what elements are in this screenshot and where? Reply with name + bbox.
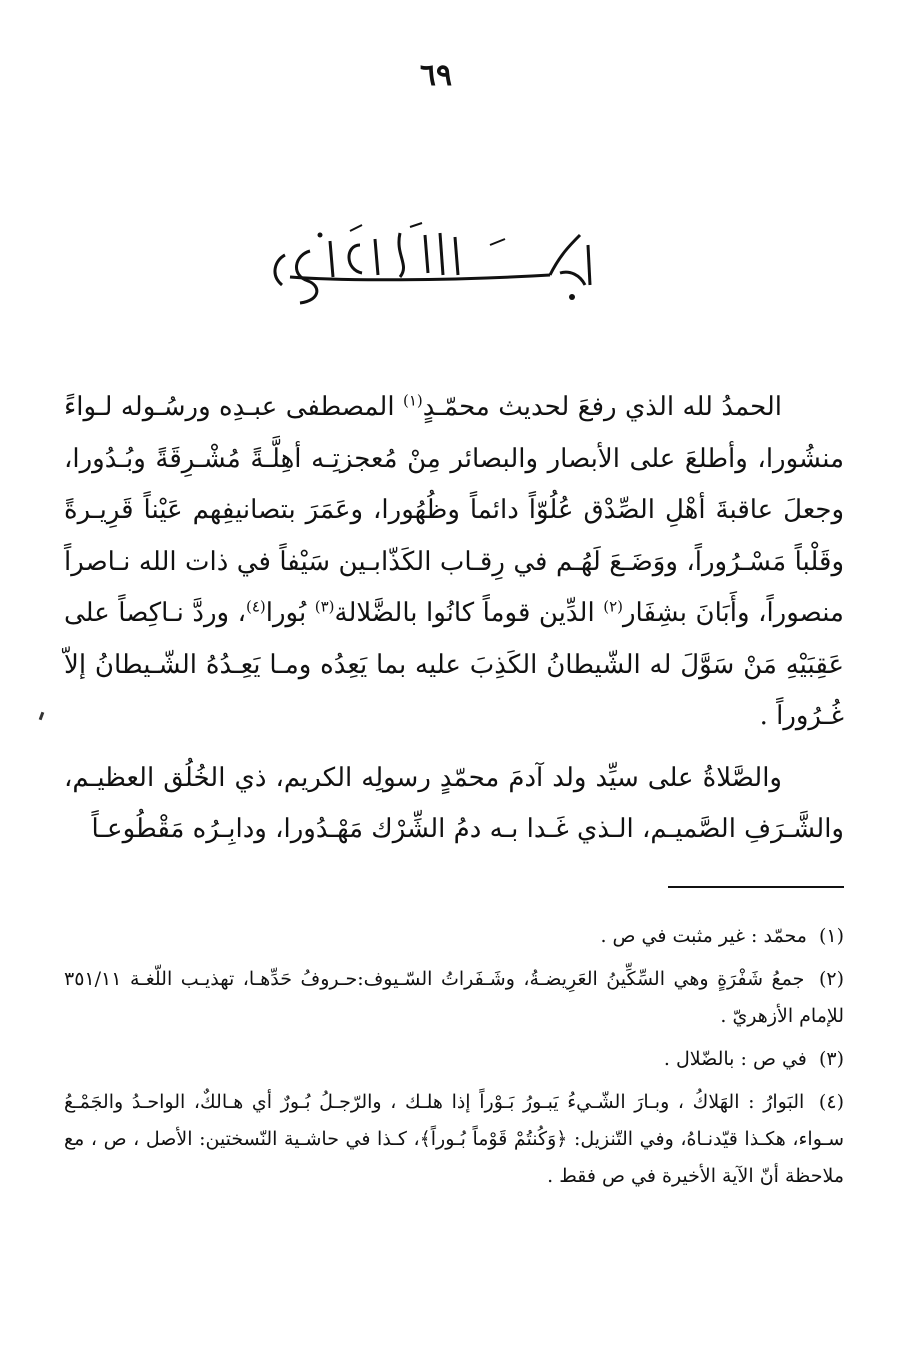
footnote-text: جمعُ شَفْرَةٍ وهي السِّكِّينُ العَرِيضـةُ، وشَـفَراتُ السّـيوف:حـروفُ حَدِّهـا، تهذيـب اللّغـة ٣٥١/١١ للإمام الأزهريّ . (64, 968, 844, 1027)
footnote-4 (64, 1084, 844, 1195)
footnote-marker-4: (٤) (245, 597, 266, 616)
footnote-text: البَوارُ : الهَلاكُ ، وبـارَ الشّـيءُ يَبـورُ بَـوْراً إذا هلـك ، والرّجـلُ بُـورٌ أي هـالكٌ، الواحـدُ والجَمْـعُ سـواء، هكـذا قيّدنـاهُ، وفي التّنزيل: ﴿وَكُنتُمْ قَوْماً بُـوراً﴾، كـذا في حاشـية النّسختين: الأصل ، ص ، مع ملاحظة أنّ الآية الأخيرة في ص فقط . (64, 1091, 844, 1187)
footnote-text: في ص : بالضّلال . (663, 1048, 807, 1070)
footnotes (64, 918, 844, 1201)
footnote-number: (٢) (818, 968, 844, 990)
praise-text-1: الحمدُ لله الذي رفعَ لحديث محمّـدٍ (422, 392, 783, 422)
footnote-marker-1: (١) (403, 391, 423, 410)
footnote-marker-3: (٣) (314, 597, 335, 616)
footnote-number: (٤) (818, 1091, 844, 1113)
margin-mark (39, 712, 45, 721)
footnote-separator (668, 886, 844, 888)
footnote-3 (64, 1041, 844, 1078)
praise-text-5: ، وردَّ نـاكِصاً على عَقِبَيْهِ مَنْ سَوَّلَ له الشّيطانُ الكَذِبَ عليه بما يَعِدُه ومـا يَعِـدُهُ الشّـيطانُ إلاّ غُـرُوراً . (64, 598, 844, 731)
footnote-1 (64, 918, 844, 955)
praise-text-4: بُورا (265, 598, 315, 628)
paragraph-praise (64, 382, 844, 743)
main-text (64, 382, 844, 856)
page-number: ٦٩ (419, 58, 453, 93)
footnote-marker-2: (٢) (603, 597, 623, 616)
basmala-calligraphy (250, 215, 610, 315)
paragraph-salutation: والصَّلاةُ على سيِّد ولد آدمَ محمّدٍ رسولِه الكريم، ذي الخُلُق العظيـم، والشَّـرَفِ الصَّميـم، الـذي غَـدا بـه دمُ الشِّرْك مَهْـدُورا، ودابِـرُه مَقْطُوعـاً (64, 762, 844, 844)
footnote-text: محمّد : غير مثبت في ص . (600, 925, 807, 947)
footnote-2 (64, 961, 844, 1035)
praise-text-3: الدِّين قوماً كانُوا بالضَّلالة (334, 598, 604, 628)
praise-text-2: المصطفى عبـدِه ورسُـوله لـواءً منشُورا، وأطلعَ على الأبصار والبصائر مِنْ مُعجزتِـه أهِلَّـةً مُشْـرِقَةً وبُـدُورا، وجعلَ عاقبةَ أهْلِ الصِّدْق عُلُوّاً دائماً وظُهُورا، وعَمَرَ بتصانيفِهم عَيْناً قَرِيـرةً وقَلْباً مَسْـرُوراً، ووَضَـعَ لَهُـم في رِقـاب الكَذّابـين سَيْفاً في ذات الله نـاصراً منصوراً، وأَبَانَ بشِفَار (64, 392, 845, 628)
footnote-number: (١) (818, 925, 844, 947)
footnote-number: (٣) (818, 1048, 844, 1070)
